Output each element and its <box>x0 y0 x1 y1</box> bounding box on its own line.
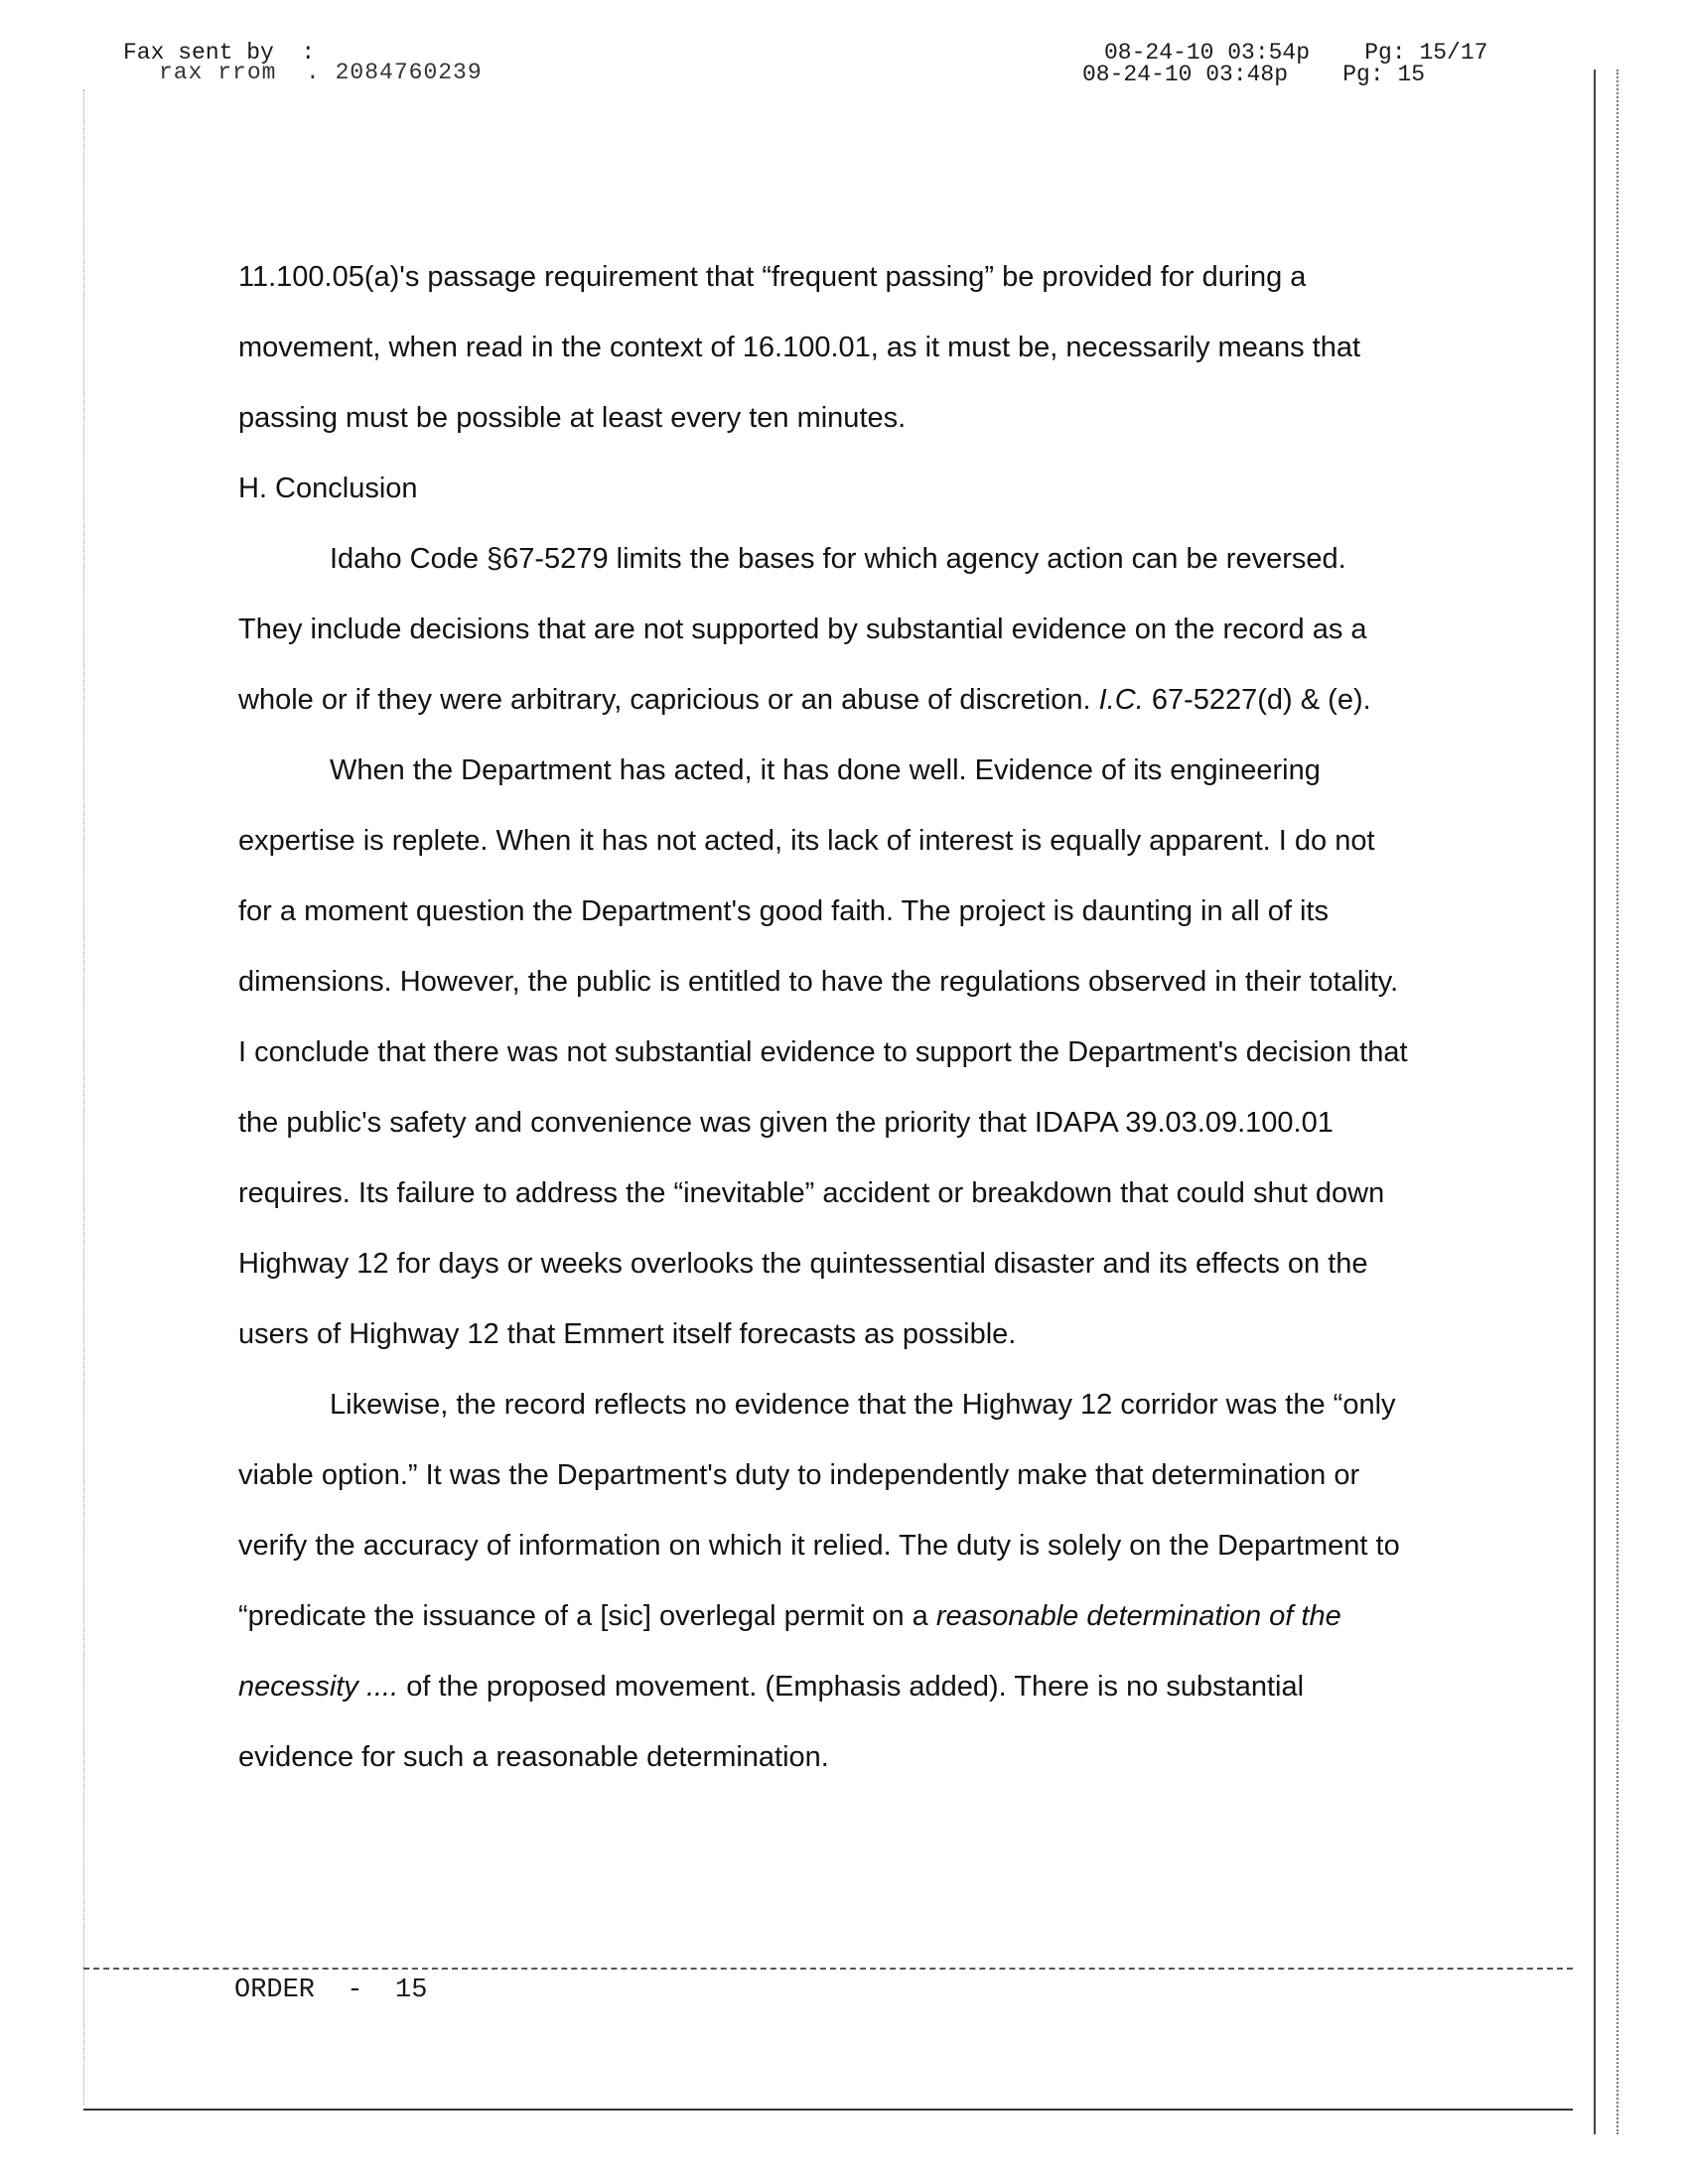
right-scan-edge-dotted <box>1617 69 1618 2134</box>
page-footer-label: ORDER - 15 <box>234 1976 428 2005</box>
fax-from-label: rax rrom . 2084760239 <box>159 60 483 85</box>
paragraph-text: Likewise, the record reflects no evidence that the Highway 12 corridor was the “only viable option.” It was the Department's duty to independently make that determination or verify the accuracy of information on which it relied. The duty is solely on the Department to “predicate the issuance of a [sic] overlegal permit on a <box>238 1389 1400 1632</box>
fax-timestamp-sent: 08-24-10 03:54p Pg: 15/17 <box>1104 40 1488 66</box>
paragraph-text: Idaho Code §67-5279 limits the bases for which agency action can be reversed. They include decisions that are not supported by substantial evidence on the record as a whole or if they were arbitrary, capricious or an abuse of discretion. <box>238 543 1367 716</box>
section-heading: H. Conclusion <box>238 473 418 504</box>
right-scan-edge <box>1594 69 1596 2134</box>
citation-italic: I.C. <box>1098 684 1144 716</box>
paragraph-idaho-code <box>238 524 1410 736</box>
left-scan-edge <box>83 89 84 2105</box>
bottom-divider <box>83 2109 1573 2111</box>
emphasis-italic: reasonable determination of the necessity .... <box>238 1600 1341 1703</box>
fax-timestamp-received: 08-24-10 03:48p Pg: 15 <box>1082 62 1426 87</box>
citation-text: 67-5227(d) & (e). <box>1143 684 1371 716</box>
paragraph-department-acted: When the Department has acted, it has done well. Evidence of its engineering expertise is replete. When it has not acted, its lack of interest is equally apparent. I do not for a moment question the Department's good faith. The project is daunting in all of its dimensions. However, the public is entitled to have the regulations observed in their totality. I conclude that there was not substantial evidence to support the Department's decision that the public's safety and convenience was given the priority that IDAPA 39.03.09.100.01 requires. Its failure to address the “inevitable” accident or breakdown that could shut down Highway 12 for days or weeks overlooks the quintessential disaster and its effects on the users of Highway 12 that Emmert itself forecasts as possible. <box>238 754 1408 1350</box>
paragraph-text: of the proposed movement. (Emphasis added). There is no substantial evidence for such a reasonable determination. <box>238 1671 1305 1773</box>
document-body <box>238 242 1410 1793</box>
paragraph-continuation: 11.100.05(a)'s passage requirement that “frequent passing” be provided for during a movement, when read in the context of 16.100.01, as it must be, necessarily means that passing must be possible at least every ten minutes. <box>238 261 1361 434</box>
fax-sent-by-label: Fax sent by : <box>123 40 316 66</box>
paragraph-likewise <box>238 1370 1410 1793</box>
footer-divider <box>83 1968 1573 1970</box>
